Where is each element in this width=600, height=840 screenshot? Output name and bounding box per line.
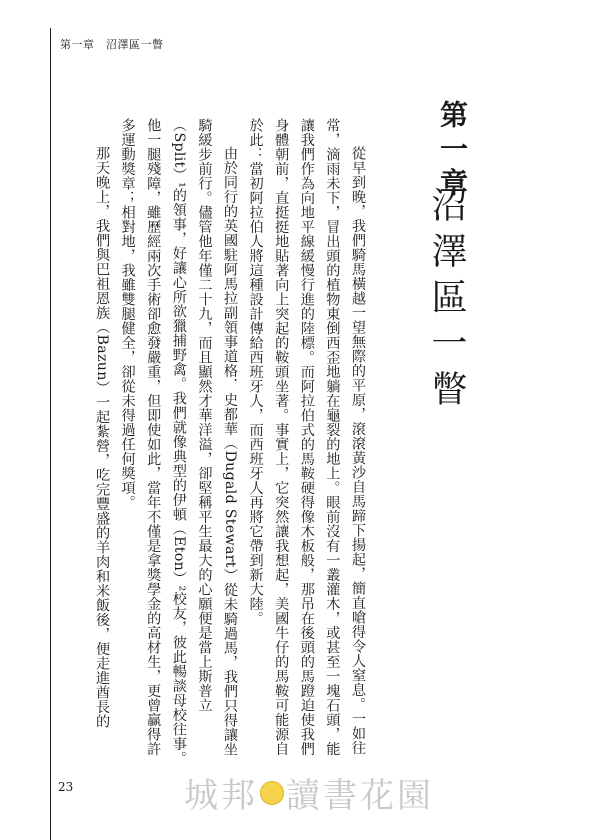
chapter-title: 沼澤區一瞥: [426, 186, 467, 416]
watermark-text-2: 讀書花園: [286, 776, 434, 816]
bee-logo-icon: [260, 781, 284, 805]
paragraph: 那天晚上，我們與巴祖恩族（Bazun）一起紮營，吃完豐盛的羊肉和米飯後，便走進酋長的: [94, 146, 111, 730]
paragraph: 由於同行的英國駐阿馬拉副領事道格．史都華（Dugald Stewart）從未騎過馬，我們只得讓坐騎緩步前行。儘管他年僅二十九，而且顯然才華洋溢，卻堅稱平生最大的心願便是當上斯普立（Split）¹的領事，好讓心所欲獵捕野禽。我們就像典型的伊頓（Eton）²校友，彼此暢談母校往事。他一腿殘障，雖歷經兩次手術卻愈發嚴重，但即使如此，當年不僅是拿獎學金的高材生，更曾贏得許多運動獎章；相對地，我雖雙腿健全，卻從未得過任何獎項。: [119, 118, 239, 766]
chapter-label: 第一章: [436, 100, 469, 202]
running-head: 第一章 沼澤區一瞥: [60, 38, 164, 51]
chapter-heading: [392, 100, 472, 440]
body-text: [80, 118, 370, 768]
paragraph: 從早到晚，我們騎馬橫越一望無際的平原，滾滾黃沙自馬蹄下揚起，簡直嗆得令人窒息。一如往常，滴雨未下，冒出頭的植物東倒西歪地躺在龜裂的地上。眼前沒有一叢灌木，或甚至一塊石頭，能讓我們作為向地平線緩慢行進的陸標。而阿拉伯式的馬鞍硬得像木板般，那吊在後頭的馬蹬迫使我們身體朝前，直挺挺地貼著向上突起的鞍頭坐著。事實上，它突然讓我想起，美國牛仔的馬鞍可能源自於此：當初阿拉伯人將這種設計傳給西班牙人，而西班牙人再將它帶到新大陸。: [247, 118, 366, 756]
watermark-text-1: 城邦: [184, 776, 258, 816]
page-number: 23: [58, 780, 74, 794]
page-margin-rule: [50, 28, 51, 840]
watermark: [184, 768, 434, 817]
